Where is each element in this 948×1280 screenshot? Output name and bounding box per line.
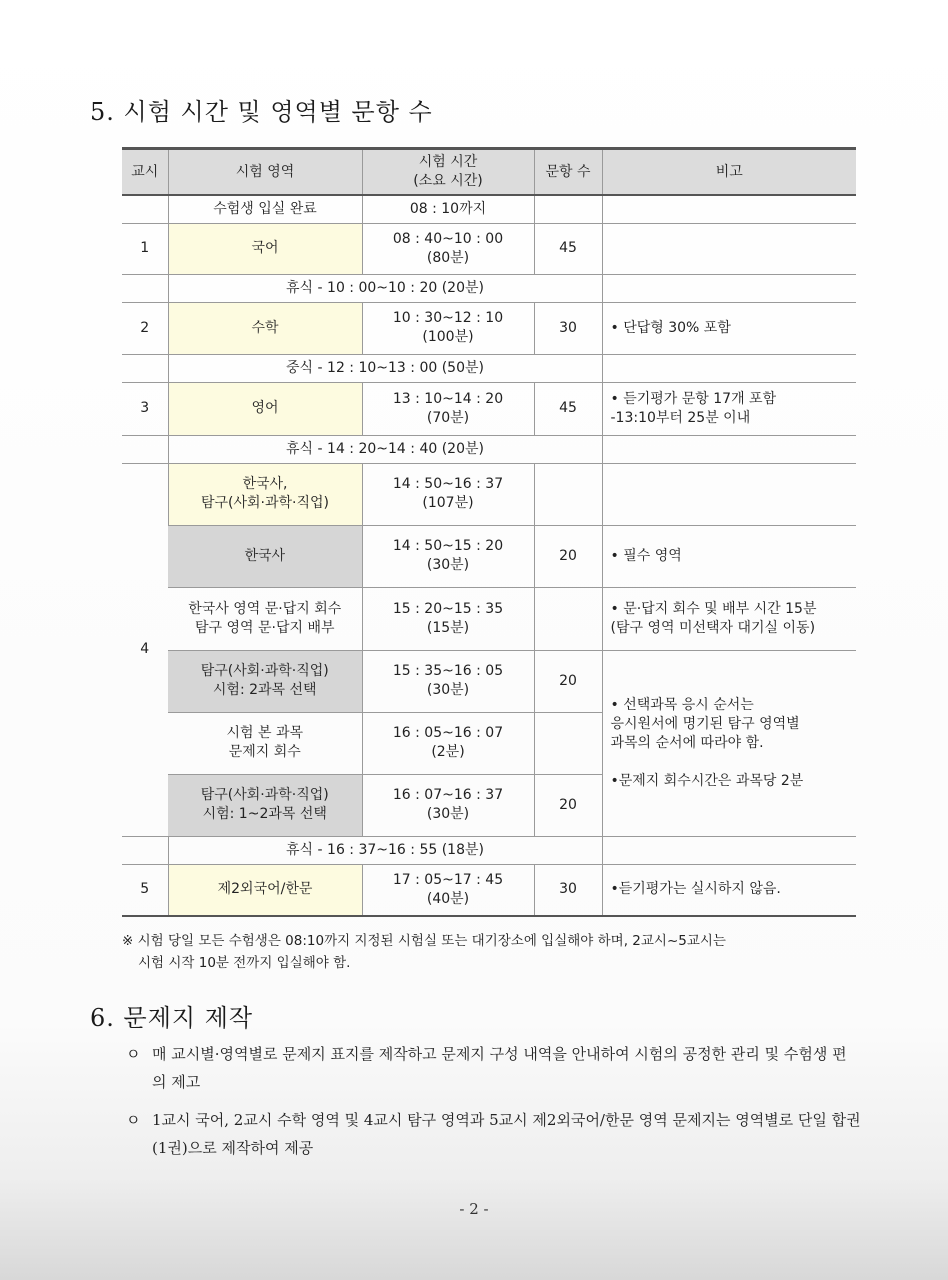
exam-schedule-table bbox=[122, 147, 856, 917]
area-math: 수학 bbox=[168, 302, 362, 354]
section-6-title: 6. 문제지 제작 bbox=[90, 1004, 254, 1032]
table-row-period-5 bbox=[122, 864, 856, 916]
time-paper-collect: 16 : 05~16 : 07 (2분) bbox=[362, 712, 534, 774]
period-3: 3 bbox=[122, 382, 168, 435]
area-second-language: 제2외국어/한문 bbox=[168, 864, 362, 916]
area-inquiry-second: 탐구(사회·과학·직업) 시험: 1~2과목 선택 bbox=[168, 774, 362, 836]
table-row-period-1 bbox=[122, 223, 856, 274]
header-time: 시험 시간 (소요 시간) bbox=[362, 149, 534, 196]
header-period: 교시 bbox=[122, 149, 168, 196]
footnote bbox=[122, 930, 862, 974]
period-4: 4 bbox=[122, 463, 168, 836]
area-korean: 국어 bbox=[168, 223, 362, 274]
footnote-line-1: ※ 시험 당일 모든 수험생은 08:10까지 지정된 시험실 또는 대기장소에 입실해야 하며, 2교시~5교시는 bbox=[122, 933, 726, 949]
header-area: 시험 영역 bbox=[168, 149, 362, 196]
table-row-korean-history bbox=[122, 525, 856, 587]
table-row-lunch bbox=[122, 354, 856, 382]
time-period-4-overview: 14 : 50~16 : 37 (107분) bbox=[362, 463, 534, 525]
note-inquiry: • 선택과목 응시 순서는 응시원서에 명기된 탐구 영역별 과목의 순서에 따라야 함. •문제지 회수시간은 과목당 2분 bbox=[602, 650, 856, 836]
page-number: - 2 - bbox=[459, 1200, 489, 1218]
period-1: 1 bbox=[122, 223, 168, 274]
break-1: 휴식 - 10 : 00~10 : 20 (20분) bbox=[168, 274, 602, 302]
area-history-inquiry: 한국사, 탐구(사회·과학·직업) bbox=[168, 463, 362, 525]
table-row-period-3 bbox=[122, 382, 856, 435]
header-count: 문항 수 bbox=[534, 149, 602, 196]
count-period-5: 30 bbox=[534, 864, 602, 916]
time-period-5: 17 : 05~17 : 45 (40분) bbox=[362, 864, 534, 916]
period-2: 2 bbox=[122, 302, 168, 354]
area-inquiry-first: 탐구(사회·과학·직업) 시험: 2과목 선택 bbox=[168, 650, 362, 712]
header-note: 비고 bbox=[602, 149, 856, 196]
area-paper-collect: 시험 본 과목 문제지 회수 bbox=[168, 712, 362, 774]
time-korean-history: 14 : 50~15 : 20 (30분) bbox=[362, 525, 534, 587]
table-row-entry bbox=[122, 195, 856, 223]
time-inquiry-first: 15 : 35~16 : 05 (30분) bbox=[362, 650, 534, 712]
count-period-3: 45 bbox=[534, 382, 602, 435]
entry-label: 수험생 입실 완료 bbox=[168, 195, 362, 223]
circle-bullet-icon: ㅇ bbox=[126, 1111, 141, 1129]
list-item bbox=[126, 1106, 861, 1162]
count-korean-history: 20 bbox=[534, 525, 602, 587]
section-6-list bbox=[126, 1040, 861, 1172]
table-row-break-1 bbox=[122, 274, 856, 302]
area-korean-history: 한국사 bbox=[168, 525, 362, 587]
time-period-3: 13 : 10~14 : 20 (70분) bbox=[362, 382, 534, 435]
area-english: 영어 bbox=[168, 382, 362, 435]
table-header-row bbox=[122, 149, 856, 196]
area-paper-exchange: 한국사 영역 문·답지 회수 탐구 영역 문·답지 배부 bbox=[168, 587, 362, 650]
break-2: 휴식 - 14 : 20~14 : 40 (20분) bbox=[168, 435, 602, 463]
circle-bullet-icon: ㅇ bbox=[126, 1045, 141, 1063]
entry-time: 08 : 10까지 bbox=[362, 195, 534, 223]
note-period-2: • 단답형 30% 포함 bbox=[602, 302, 856, 354]
table-row-paper-exchange bbox=[122, 587, 856, 650]
note-period-3: • 듣기평가 문항 17개 포함 -13:10부터 25분 이내 bbox=[602, 382, 856, 435]
time-period-1: 08 : 40~10 : 00 (80분) bbox=[362, 223, 534, 274]
table-row-break-3 bbox=[122, 836, 856, 864]
break-3: 휴식 - 16 : 37~16 : 55 (18분) bbox=[168, 836, 602, 864]
table-row-period-4-overview bbox=[122, 463, 856, 525]
list-item-text: 1교시 국어, 2교시 수학 영역 및 4교시 탐구 영역과 5교시 제2외국어/한문 영역 문제지는 영역별로 단일 합권(1권)으로 제작하여 제공 bbox=[152, 1111, 861, 1157]
time-period-2: 10 : 30~12 : 10 (100분) bbox=[362, 302, 534, 354]
count-inquiry-first: 20 bbox=[534, 650, 602, 712]
table-row-inquiry-first bbox=[122, 650, 856, 712]
table-row-break-2 bbox=[122, 435, 856, 463]
section-5-title: 5. 시험 시간 및 영역별 문항 수 bbox=[90, 98, 433, 126]
count-period-1: 45 bbox=[534, 223, 602, 274]
list-item-text: 매 교시별·영역별로 문제지 표지를 제작하고 문제지 구성 내역을 안내하여 시험의 공정한 관리 및 수험생 편의 제고 bbox=[152, 1045, 847, 1091]
list-item bbox=[126, 1040, 861, 1096]
time-inquiry-second: 16 : 07~16 : 37 (30분) bbox=[362, 774, 534, 836]
count-inquiry-second: 20 bbox=[534, 774, 602, 836]
note-paper-exchange: • 문·답지 회수 및 배부 시간 15분 (탐구 영역 미선택자 대기실 이동) bbox=[602, 587, 856, 650]
period-5: 5 bbox=[122, 864, 168, 916]
time-paper-exchange: 15 : 20~15 : 35 (15분) bbox=[362, 587, 534, 650]
note-korean-history: • 필수 영역 bbox=[602, 525, 856, 587]
count-period-2: 30 bbox=[534, 302, 602, 354]
footnote-line-2: 시험 시작 10분 전까지 입실해야 함. bbox=[138, 955, 351, 971]
note-period-5: •듣기평가는 실시하지 않음. bbox=[602, 864, 856, 916]
lunch-break: 중식 - 12 : 10~13 : 00 (50분) bbox=[168, 354, 602, 382]
table-row-period-2 bbox=[122, 302, 856, 354]
